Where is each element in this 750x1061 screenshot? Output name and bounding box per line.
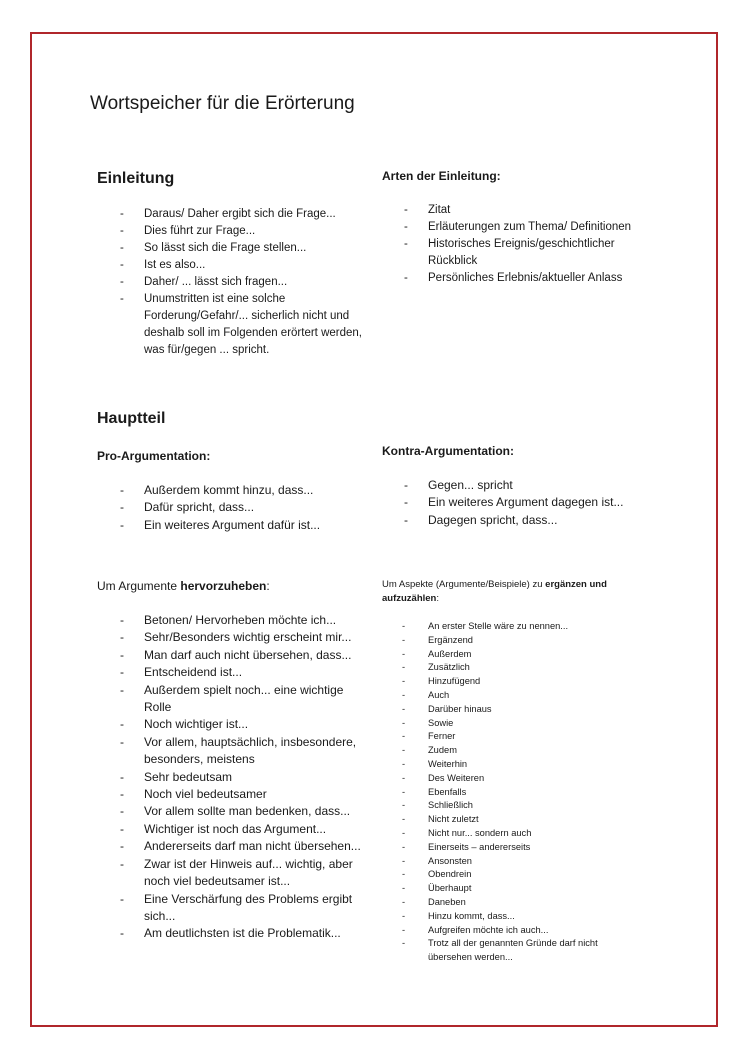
page-title: Wortspeicher für die Erörterung <box>90 93 355 114</box>
list-item: - Nicht nur... sondern auch <box>402 827 632 841</box>
list-item: - Außerdem kommt hinzu, dass... <box>120 482 365 499</box>
list-item: - Dies führt zur Frage... <box>120 223 365 240</box>
hauptteil-heading: Hauptteil <box>97 410 166 427</box>
list-item: - Daneben <box>402 896 632 910</box>
list-item: - An erster Stelle wäre zu nennen... <box>402 620 632 634</box>
list-item: - Zwar ist der Hinweis auf... wichtig, aber noch viel bedeutsamer ist... <box>120 856 370 891</box>
kontra-heading: Kontra-Argumentation: <box>382 444 514 458</box>
list-item: - Sowie <box>402 717 632 731</box>
list-item: - Ein weiteres Argument dafür ist... <box>120 517 365 534</box>
list-item: - Zitat <box>404 202 644 219</box>
list-item: - Hinzu kommt, dass... <box>402 910 632 924</box>
list-item: - Daher/ ... lässt sich fragen... <box>120 274 365 291</box>
list-item: - Ferner <box>402 730 632 744</box>
list-item: - Aufgreifen möchte ich auch... <box>402 924 632 938</box>
einleitung-heading: Einleitung <box>97 170 175 187</box>
pro-heading: Pro-Argumentation: <box>97 449 211 463</box>
list-item: - Man darf auch nicht übersehen, dass... <box>120 647 370 664</box>
list-item: - Dafür spricht, dass... <box>120 499 365 516</box>
list-item: - Nicht zuletzt <box>402 813 632 827</box>
list-item: - Weiterhin <box>402 758 632 772</box>
list-item: - Zudem <box>402 744 632 758</box>
list-item: - Unumstritten ist eine solche Forderung/Gefahr/... sicherlich nicht und deshalb soll im Folgenden erörtert werden, was für/gegen ... spricht. <box>120 291 365 359</box>
list-item: - Außerdem <box>402 648 632 662</box>
list-item: - Gegen... spricht <box>404 477 664 494</box>
list-item: - Auch <box>402 689 632 703</box>
list-item: - Entscheidend ist... <box>120 664 370 681</box>
hervorheben-heading: Um Argumente hervorzuheben: <box>97 579 270 593</box>
list-item: - Historisches Ereignis/geschichtlicher Rückblick <box>404 236 644 270</box>
list-item: - Darüber hinaus <box>402 703 632 717</box>
list-item: - Noch wichtiger ist... <box>120 716 370 733</box>
list-item: - Noch viel bedeutsamer <box>120 786 370 803</box>
arten-heading: Arten der Einleitung: <box>382 169 501 183</box>
list-item: - Sehr bedeutsam <box>120 769 370 786</box>
list-item: - Hinzufügend <box>402 675 632 689</box>
list-item: - Persönliches Erlebnis/aktueller Anlass <box>404 270 644 287</box>
pro-list <box>120 482 365 534</box>
aufzaehlen-list <box>402 620 632 965</box>
list-item: - Obendrein <box>402 868 632 882</box>
einleitung-list <box>120 206 365 359</box>
list-item: - Betonen/ Hervorheben möchte ich... <box>120 612 370 629</box>
list-item: - Vor allem sollte man bedenken, dass... <box>120 803 370 820</box>
list-item: - Dagegen spricht, dass... <box>404 512 664 529</box>
list-item: - Andererseits darf man nicht übersehen... <box>120 838 370 855</box>
kontra-list <box>404 477 664 529</box>
list-item: - Sehr/Besonders wichtig erscheint mir... <box>120 629 370 646</box>
list-item: - Am deutlichsten ist die Problematik... <box>120 925 370 942</box>
hervorheben-list <box>120 612 370 943</box>
list-item: - Des Weiteren <box>402 772 632 786</box>
list-item: - Einerseits – andererseits <box>402 841 632 855</box>
list-item: - Ebenfalls <box>402 786 632 800</box>
list-item: - Ergänzend <box>402 634 632 648</box>
list-item: - Wichtiger ist noch das Argument... <box>120 821 370 838</box>
list-item: - Eine Verschärfung des Problems ergibt sich... <box>120 891 370 926</box>
list-item: - Trotz all der genannten Gründe darf nicht übersehen werden... <box>402 937 632 965</box>
list-item: - Ein weiteres Argument dagegen ist... <box>404 494 664 511</box>
list-item: - Vor allem, hauptsächlich, insbesondere, besonders, meistens <box>120 734 370 769</box>
list-item: - Zusätzlich <box>402 661 632 675</box>
list-item: - Ist es also... <box>120 257 365 274</box>
list-item: - Überhaupt <box>402 882 632 896</box>
list-item: - Ansonsten <box>402 855 632 869</box>
list-item: - Daraus/ Daher ergibt sich die Frage... <box>120 206 365 223</box>
arten-list <box>404 202 644 287</box>
list-item: - Außerdem spielt noch... eine wichtige Rolle <box>120 682 370 717</box>
list-item: - Schließlich <box>402 799 632 813</box>
list-item: - So lässt sich die Frage stellen... <box>120 240 365 257</box>
aufzaehlen-heading: Um Aspekte (Argumente/Beispiele) zu ergänzen und aufzuzählen: <box>382 579 607 604</box>
list-item: - Erläuterungen zum Thema/ Definitionen <box>404 219 644 236</box>
